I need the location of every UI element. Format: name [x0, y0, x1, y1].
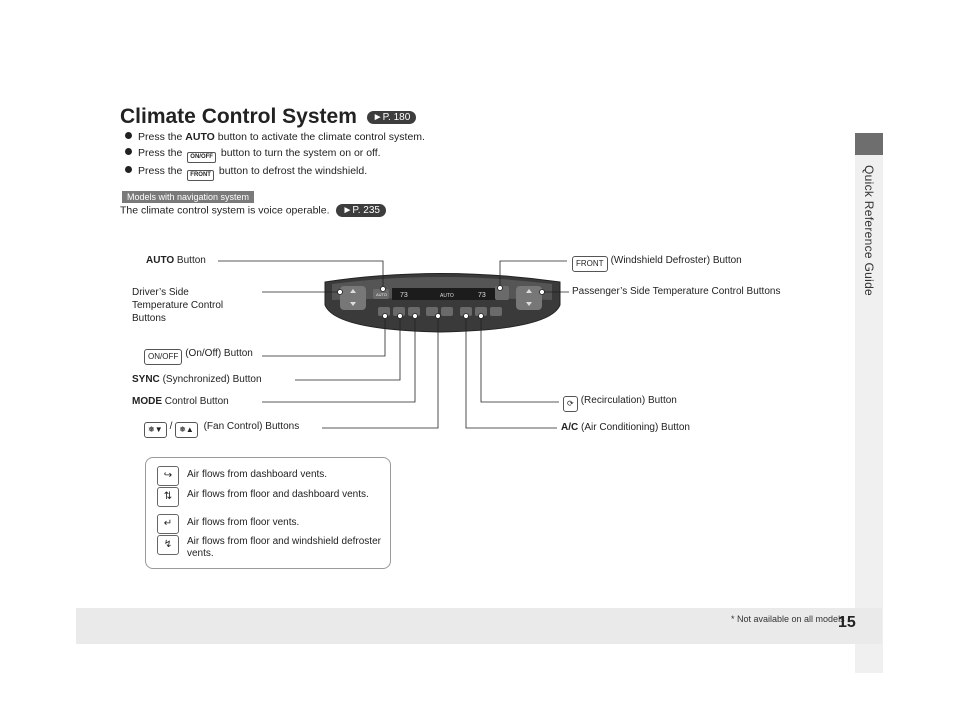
floor-dashboard-vents-icon: ⇅ [157, 487, 179, 507]
page-number: 15 [838, 614, 856, 631]
driver-temp-readout: 73 [400, 292, 408, 299]
mode-callout: MODE Control Button [132, 396, 229, 407]
front-defrost-icon: FRONT [572, 256, 608, 272]
dashboard-vents-icon: ↪ [157, 466, 179, 486]
auto-key-text: AUTO [185, 131, 215, 143]
on-off-icon: ON/OFF [187, 152, 216, 163]
floor-defroster-vents-icon: ↯ [157, 535, 179, 555]
on-off-icon: ON/OFF [144, 349, 182, 365]
passenger-temp-readout: 73 [478, 292, 486, 299]
panel-fan-up-button[interactable] [441, 307, 453, 316]
section-label: Quick Reference Guide [862, 165, 876, 297]
panel-rear-button[interactable] [490, 307, 502, 316]
recirc-callout: ⟳ (Recirculation) Button [563, 395, 677, 412]
front-defrost-icon: FRONT [187, 170, 214, 181]
bullet-onoff: Press the ON/OFF button to turn the system on or off. [125, 145, 425, 163]
ac-callout: A/C (Air Conditioning) Button [561, 422, 690, 433]
navigation-models-label: Models with navigation system [122, 191, 254, 203]
bullet-defrost: Press the FRONT button to defrost the windshield. [125, 163, 425, 181]
legend-dashboard: Air flows from dashboard vents. [187, 469, 328, 480]
sync-callout: SYNC (Synchronized) Button [132, 374, 262, 385]
auto-callout: AUTO Button [146, 255, 206, 266]
floor-vents-icon: ↵ [157, 514, 179, 534]
defrost-callout: FRONT (Windshield Defroster) Button [572, 255, 742, 272]
legend-floor-defroster: Air flows from floor and windshield defroster vents. [187, 536, 381, 559]
footnote: * Not available on all models [731, 614, 845, 624]
fan-up-icon: ❅▲ [175, 422, 198, 438]
fan-callout: ❅▼ / ❅▲ (Fan Control) Buttons [144, 421, 299, 438]
voice-page-ref-link[interactable]: ►P. 235 [336, 204, 386, 217]
onoff-callout: ON/OFF (On/Off) Button [144, 348, 253, 365]
fan-down-icon: ❅▼ [144, 422, 167, 438]
panel-auto-label: AUTO [376, 292, 388, 297]
title-text: Climate Control System [120, 105, 357, 128]
bullet-auto: Press the AUTO button to activate the climate control system. [125, 129, 425, 145]
legend-floor-dashboard: Air flows from floor and dashboard vents. [187, 489, 369, 500]
driver-temp-callout: Driver’s Side Temperature Control Buttons [132, 287, 224, 324]
display-auto: AUTO [440, 293, 454, 299]
legend-floor: Air flows from floor vents. [187, 517, 300, 528]
voice-operable-note: The climate control system is voice operable. ►P. 235 [120, 204, 386, 217]
passenger-temp-callout: Passenger’s Side Temperature Control Buttons [572, 286, 781, 297]
recirculation-icon: ⟳ [563, 396, 578, 412]
page-ref-link[interactable]: ►P. 180 [367, 111, 417, 124]
